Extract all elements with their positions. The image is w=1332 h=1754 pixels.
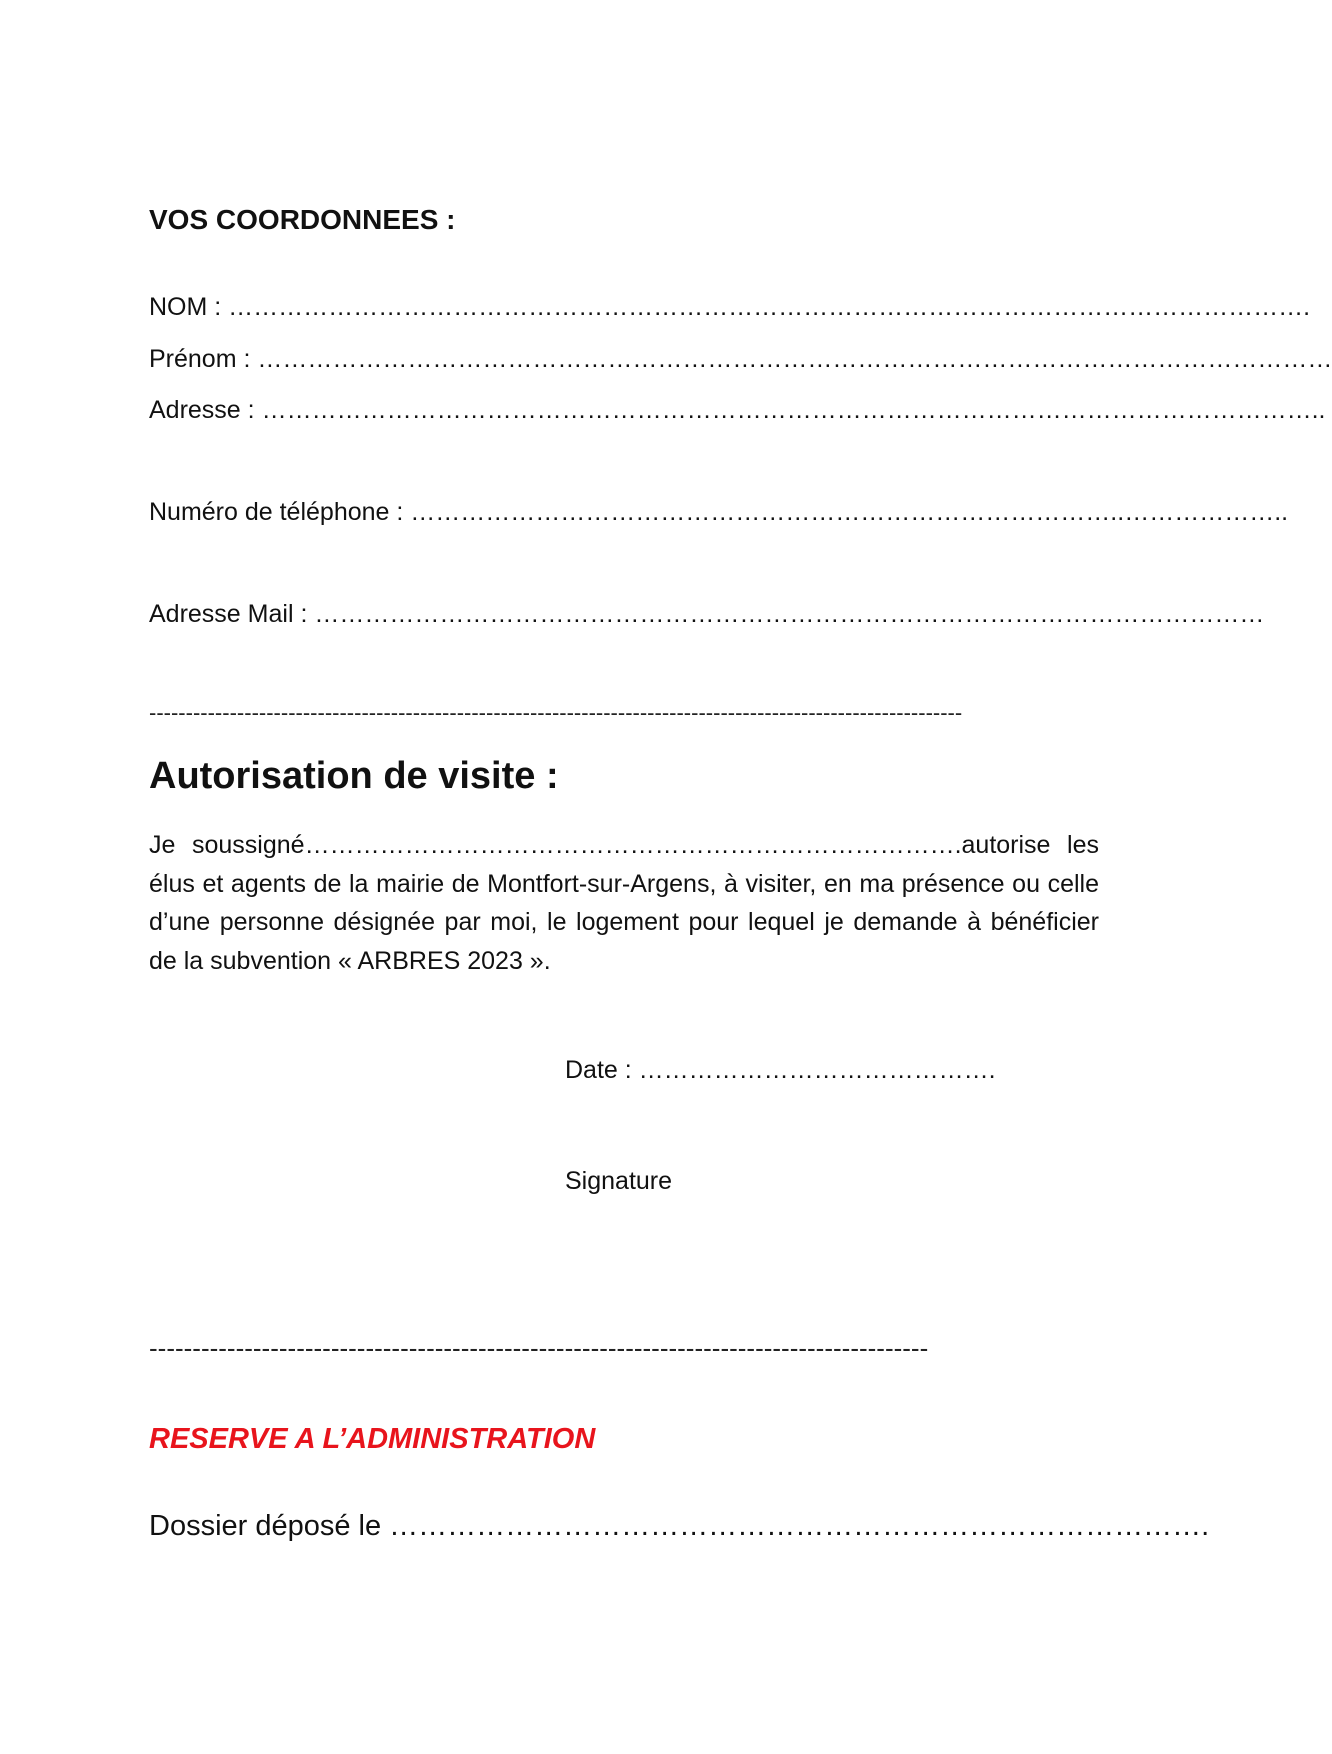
field-telephone	[149, 498, 1289, 527]
field-prenom-label: Prénom :	[149, 345, 251, 373]
field-adresse	[149, 396, 1326, 425]
administration-heading: RESERVE A L’ADMINISTRATION	[149, 1423, 596, 1455]
separator-line: ---------------------------------------------------------------------------------------------------------------	[149, 700, 963, 725]
autorisation-paragraph: Je soussigné…………………………………………………………………….autorise les élus et agents de la mairie de Montfort-sur-Argens, à visiter, en ma présence ou celle d’une personne désignée par moi, le logement pour lequel je demande à bénéficier de la subvention « ARBRES 2023 ».	[149, 831, 1099, 975]
field-nom	[149, 293, 1311, 322]
field-telephone-dots: …………………………………………………………………………..………………..	[410, 498, 1289, 526]
field-telephone-label: Numéro de téléphone :	[149, 498, 404, 526]
field-nom-label: NOM :	[149, 293, 222, 321]
field-mail-label: Adresse Mail :	[149, 600, 308, 628]
field-adresse-label: Adresse :	[149, 396, 255, 424]
coordonnees-heading: VOS COORDONNEES :	[149, 204, 456, 235]
field-mail	[149, 600, 1265, 629]
field-mail-dots: ……………………………………………………………………………………………………	[314, 600, 1265, 628]
field-nom-dots: ………………………………………………………………………………………………………………….	[228, 293, 1311, 321]
date-field: Date : …………………………………….	[565, 1056, 996, 1084]
autorisation-heading: Autorisation de visite :	[149, 755, 559, 797]
field-adresse-dots: ………………………………………………………………………………………………………………..	[261, 396, 1326, 424]
field-prenom-dots: …………………………………………………………………………………………………………………	[257, 345, 1332, 373]
signature-label: Signature	[565, 1167, 673, 1195]
field-prenom	[149, 345, 1332, 374]
separator-line-2: ------------------------------------------------------------------------------------------	[149, 1333, 929, 1363]
dossier-depose-field: Dossier déposé le ………………………………………………………………………….	[149, 1510, 1210, 1542]
